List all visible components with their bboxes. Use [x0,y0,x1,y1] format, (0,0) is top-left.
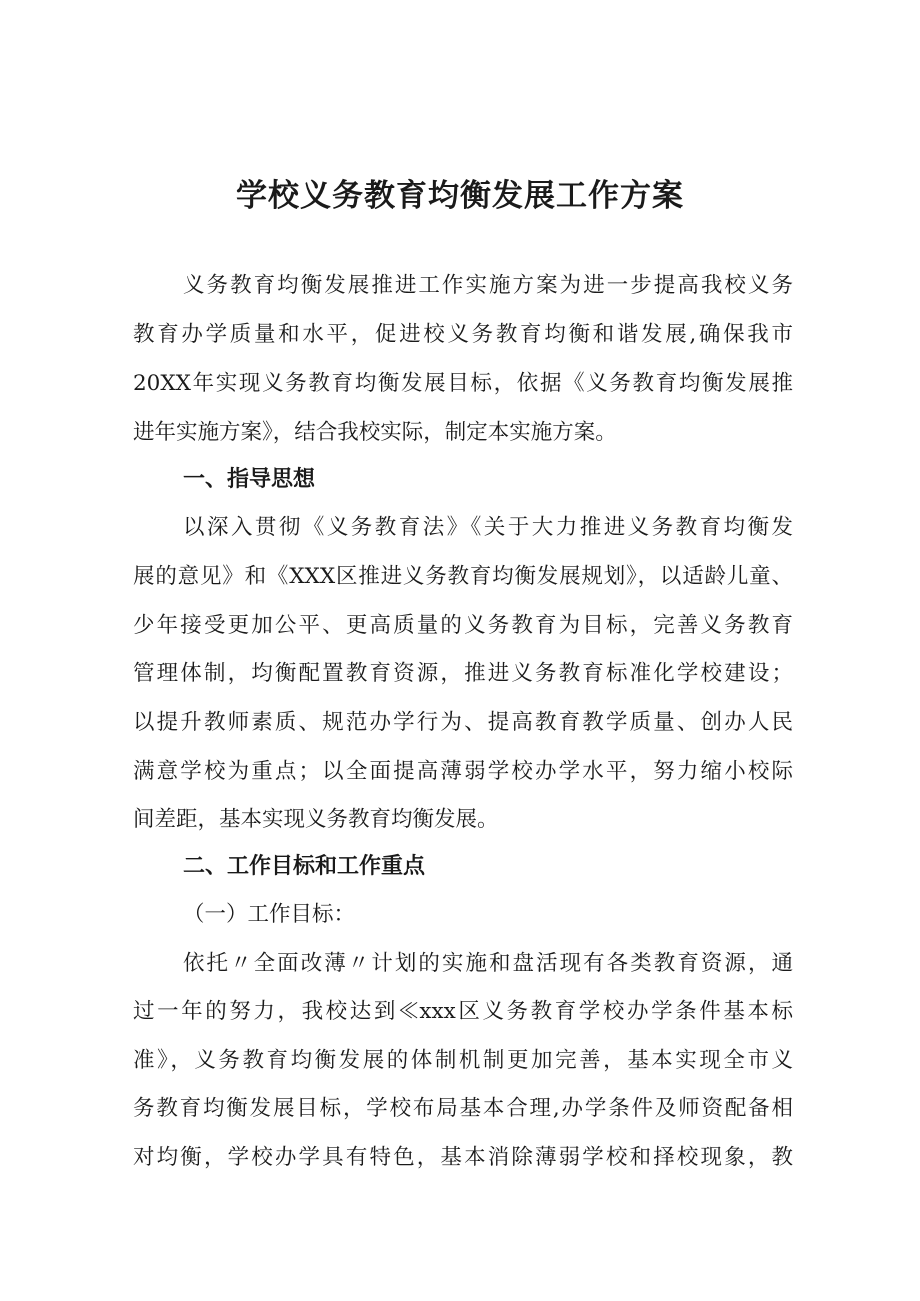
document-title: 学校义务教育均衡发展工作方案 [236,178,684,214]
paragraph-line: 展的意见》和《XXX区推进义务教育均衡发展规划》，以适龄儿童、 [133,564,793,589]
paragraph-line: 进年实施方案》，结合我校实际，制定本实施方案。 [133,420,617,445]
paragraph-line: 间差距，基本实现义务教育均衡发展。 [133,807,499,832]
paragraph-line: 义务教育均衡发展推进工作实施方案为进一步提高我校义务 [183,273,793,298]
section-heading: 二、工作目标和工作重点 [183,854,426,879]
section-heading: 一、指导思想 [183,467,316,492]
paragraph-line: 20XX年实现义务教育均衡发展目标，依据《义务教育均衡发展推 [133,371,793,396]
paragraph-line: 教育办学质量和水平，促进校义务教育均衡和谐发展,确保我市 [133,322,793,347]
paragraph-line: 以深入贯彻《义务教育法》《关于大力推进义务教育均衡发 [183,515,793,540]
paragraph-line: 管理体制，均衡配置教育资源，推进义务教育标准化学校建设； [133,661,793,686]
subsection-heading: （一）工作目标： [183,902,356,927]
paragraph-line: 务教育均衡发展目标，学校布局基本合理,办学条件及师资配备相 [133,1096,793,1121]
paragraph-line: 对均衡，学校办学具有特色，基本消除薄弱学校和择校现象，教 [133,1145,793,1170]
paragraph-line: 少年接受更加公平、更高质量的义务教育为目标，完善义务教育 [133,613,793,638]
paragraph-line: 准》，义务教育均衡发展的体制机制更加完善，基本实现全市义 [133,1048,793,1073]
paragraph-line: 满意学校为重点；以全面提高薄弱学校办学水平，努力缩小校际 [133,759,793,784]
paragraph-line: 过一年的努力，我校达到≪xxx区义务教育学校办学条件基本标 [133,999,793,1024]
paragraph-line: 依托〃全面改薄〃计划的实施和盘活现有各类教育资源，通 [183,951,793,976]
paragraph-line: 以提升教师素质、规范办学行为、提高教育教学质量、创办人民 [133,710,793,735]
